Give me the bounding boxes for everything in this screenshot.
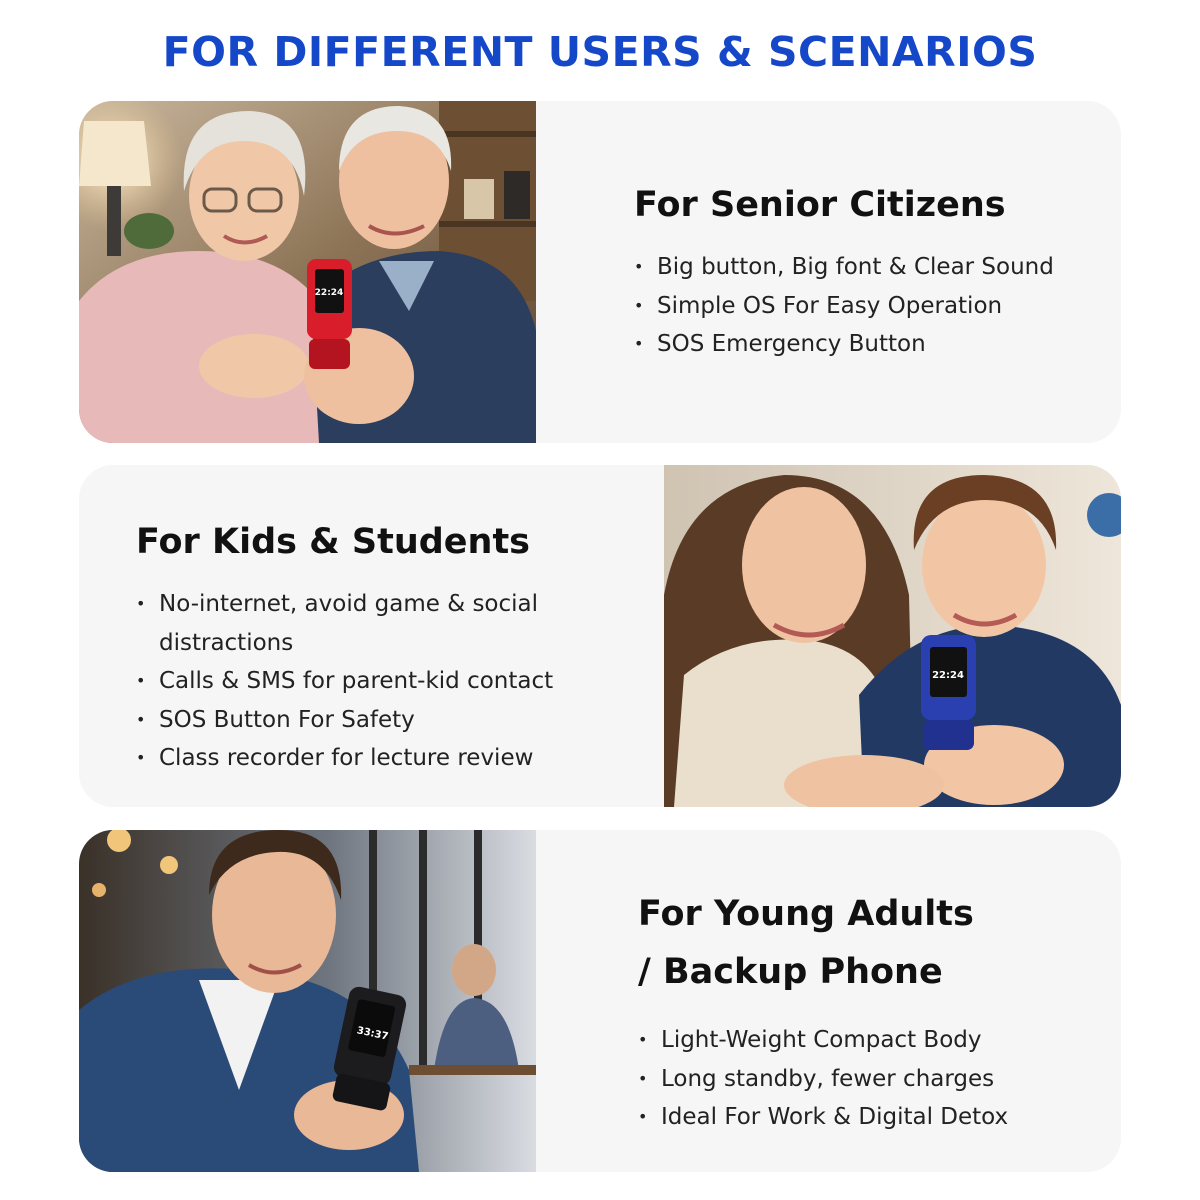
young-man-photo <box>79 830 536 1172</box>
feature-item: • Light-Weight Compact Body <box>638 1021 1098 1060</box>
svg-text:22:24: 22:24 <box>314 288 344 298</box>
card-heading <box>136 513 636 571</box>
card-kids-students <box>79 465 1121 807</box>
feature-list <box>634 248 1104 364</box>
feature-item: • Big button, Big font & Clear Sound <box>634 248 1104 287</box>
feature-item: • SOS Emergency Button <box>634 325 1104 364</box>
senior-couple-photo <box>79 101 536 443</box>
feature-list <box>638 1021 1098 1137</box>
feature-item: • Ideal For Work & Digital Detox <box>638 1098 1098 1137</box>
card-senior-citizens <box>79 101 1121 443</box>
kids-text-block <box>136 513 636 778</box>
mother-son-photo <box>664 465 1121 807</box>
young-adults-text-block <box>638 885 1098 1137</box>
page-title: FOR DIFFERENT USERS & SCENARIOS <box>162 28 1038 76</box>
card-heading-line: For Young Adults <box>638 894 974 934</box>
svg-text:22:24: 22:24 <box>932 670 964 681</box>
svg-text:33:37: 33:37 <box>355 1025 390 1043</box>
feature-item: • Class recorder for lecture review <box>136 739 636 778</box>
card-heading-line: For Kids & Students <box>136 522 531 562</box>
card-heading-line: For Senior Citizens <box>634 185 1006 225</box>
feature-item: • No-internet, avoid game & social distractions <box>136 585 636 662</box>
feature-list <box>136 585 636 778</box>
feature-item: • Calls & SMS for parent-kid contact <box>136 662 636 701</box>
card-young-adults <box>79 830 1121 1172</box>
card-heading <box>638 885 1098 1001</box>
feature-item: • Long standby, fewer charges <box>638 1060 1098 1099</box>
feature-item: • SOS Button For Safety <box>136 701 636 740</box>
feature-item: • Simple OS For Easy Operation <box>634 287 1104 326</box>
card-heading <box>634 176 1104 234</box>
card-heading-line: / Backup Phone <box>638 952 943 992</box>
senior-text-block <box>634 176 1104 364</box>
